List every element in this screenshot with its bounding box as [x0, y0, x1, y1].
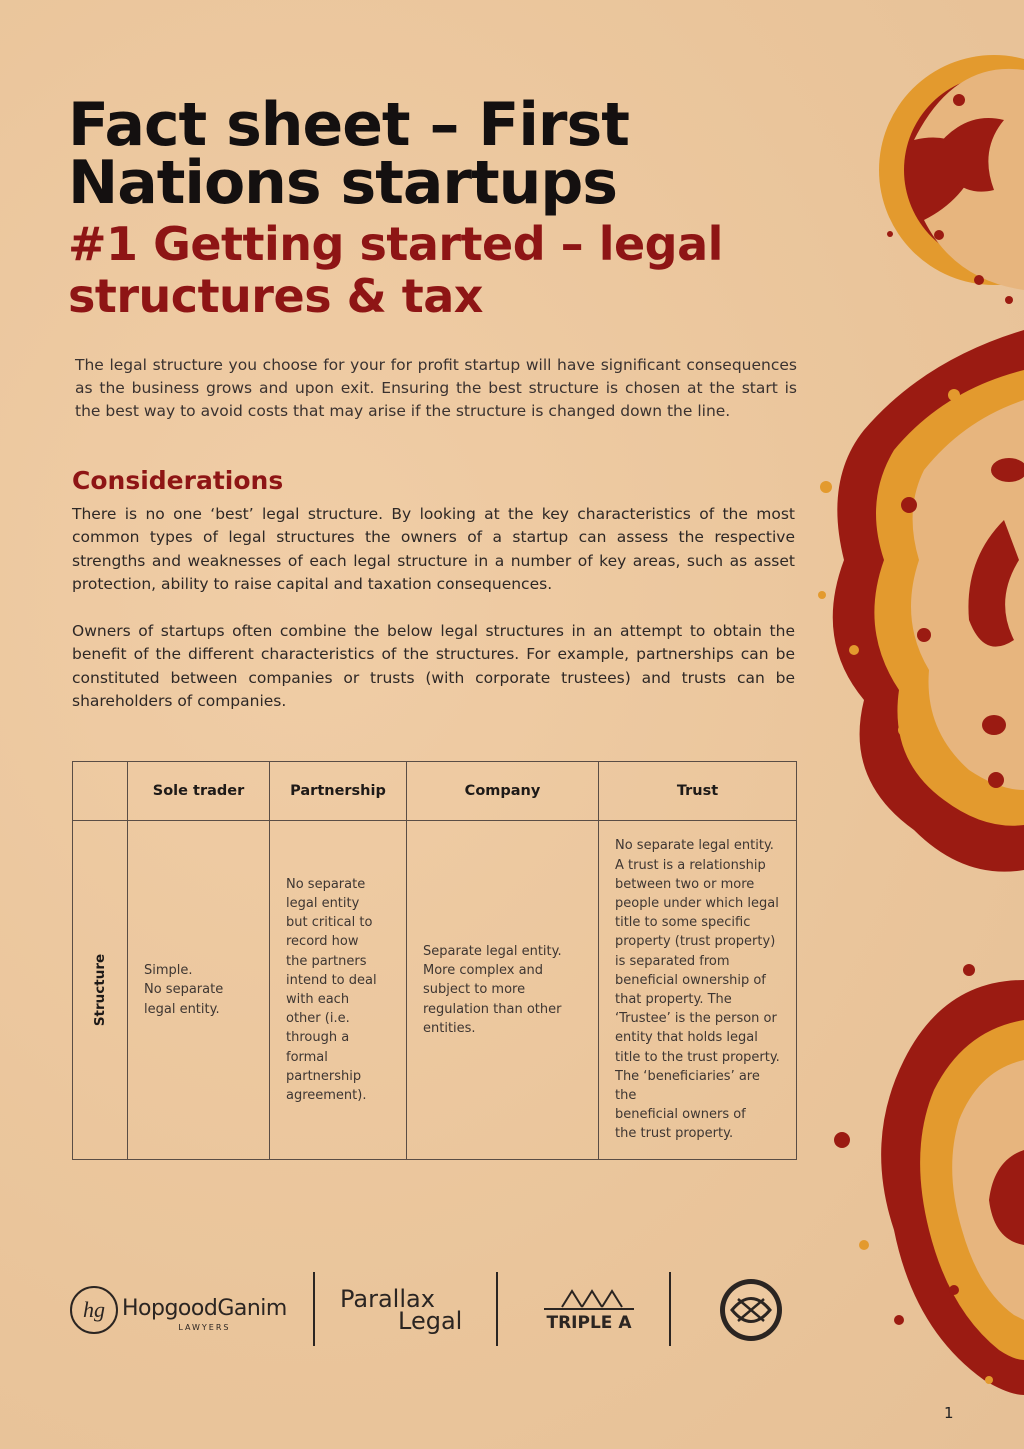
header-sole-trader: Sole trader [128, 762, 270, 821]
hopgoodganim-subtitle: LAWYERS [178, 1323, 231, 1332]
parallax-wordmark: Parallax [340, 1285, 435, 1313]
triple-a-mark-icon [544, 1287, 634, 1313]
middle-art-motif [818, 330, 1024, 872]
considerations-heading: Considerations [72, 466, 284, 495]
considerations-paragraph-2: Owners of startups often combine the below legal structures in an attempt to obtain the benefit of the different characteristics of the structures. For example, partnerships can be constituted between companies or trusts (with corporate trustees) and trusts can be shareholders of companies. [72, 622, 795, 710]
legal-structures-table [72, 761, 797, 1160]
badge-logo [718, 1270, 784, 1350]
circular-badge-icon [718, 1277, 784, 1343]
cell-company: Separate legal entity. More complex and subject to more regulation than other entities. [407, 821, 599, 1160]
logo-divider [496, 1272, 498, 1346]
decorative-artwork [804, 0, 1024, 1449]
intro-paragraph: The legal structure you choose for your for profit startup will have significant consequences as the business grows and upon exit. Ensuring the best structure is chosen at the start is the best way to avoid costs that may arise if the structure is changed down the line. [75, 356, 797, 420]
hopgoodganim-logo [70, 1270, 287, 1350]
parallax-legal-logo [340, 1270, 462, 1350]
table-corner-cell [73, 762, 128, 821]
page-subtitle: #1 Getting started – legal structures & tax [68, 217, 723, 323]
top-art-motif [879, 55, 1024, 304]
partner-logos [70, 1270, 810, 1350]
cell-sole-trader: Simple. No separate legal entity. [128, 821, 270, 1160]
row-label-structure: Structure [73, 821, 128, 1160]
header-partnership: Partnership [270, 762, 407, 821]
hg-mark: hg [70, 1286, 118, 1334]
logo-divider [669, 1272, 671, 1346]
considerations-paragraph-1: There is no one ‘best’ legal structure. By looking at the key characteristics of the most common types of legal structures the owners of a startup can assess the respective strengths and weaknesses of each legal structure in a number of key areas, such as asset protection, ability to raise capital and taxation consequences. [72, 505, 795, 593]
page-number: 1 [944, 1404, 954, 1422]
triple-a-logo [544, 1270, 634, 1350]
table-header-row [73, 762, 797, 821]
cell-partnership: No separate legal entity but critical to record how the partners intend to deal with each other (i.e. through a formal partnership agreement). [270, 821, 407, 1160]
triple-a-wordmark: TRIPLE A [546, 1313, 632, 1333]
table-row [73, 821, 797, 1160]
header-trust: Trust [599, 762, 797, 821]
logo-divider [313, 1272, 315, 1346]
hopgoodganim-wordmark: HopgoodGanim [122, 1296, 287, 1321]
header-company: Company [407, 762, 599, 821]
legal-wordmark: Legal [398, 1307, 463, 1335]
page-title: Fact sheet – First Nations startups [68, 90, 629, 218]
bottom-art-motif [834, 964, 1024, 1395]
cell-trust: No separate legal entity. A trust is a relationship between two or more people under which legal title to some specific property (trust property) is separated from beneficial ownership of that property. The ‘Trustee’ is the person or entity that holds legal title to the trust property. The ‘beneficiaries’ are the beneficial owners of the trust property. [599, 821, 797, 1160]
